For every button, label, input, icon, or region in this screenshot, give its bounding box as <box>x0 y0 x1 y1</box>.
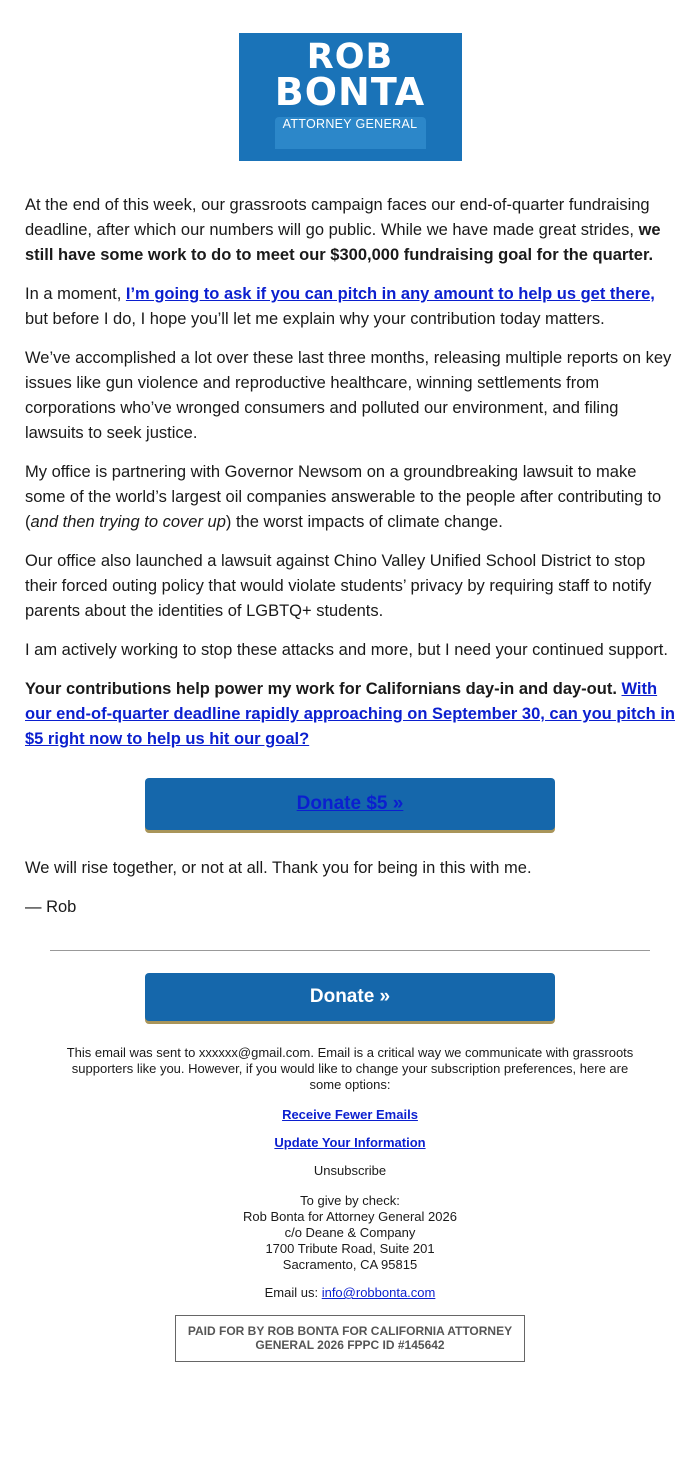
update-information-link[interactable]: Update Your Information <box>274 1135 426 1150</box>
logo-line-first-name: ROB <box>306 37 394 77</box>
email-container <box>25 0 675 1362</box>
goal-emphasis: we still have some work to do to meet our $300,000 fundraising goal for the quarter. <box>25 221 661 264</box>
footer-intro: This email was sent to xxxxxx@gmail.com. Email is a critical way we communicate with grassroots supporters like you. However, if you would like to change your subscription preferences, here are some options: <box>66 1045 634 1092</box>
ask-link[interactable]: I’m going to ask if you can pitch in any amount to help us get there, <box>125 285 655 303</box>
signature: — Rob <box>25 898 77 916</box>
email-us: Email us: info@robbonta.com <box>264 1285 436 1300</box>
contributions-emphasis: Your contributions help power my work for Californians day-in and day-out. <box>25 680 617 698</box>
paragraph-7 <box>25 677 675 752</box>
campaign-logo <box>239 33 462 161</box>
pitch-in-link[interactable]: With our end-of-quarter deadline rapidly approaching on September 30, can you pitch in $5 right now to help us hit our goal? <box>25 680 676 748</box>
email-body <box>25 193 675 920</box>
receive-fewer-emails-link[interactable]: Receive Fewer Emails <box>282 1107 418 1122</box>
email-footer <box>25 1045 675 1362</box>
donate-5-button[interactable]: Donate $5 » <box>145 778 555 830</box>
paragraph-1: At the end of this week, our grassroots campaign faces our end-of-quarter fundraising deadline, after which our numbers will go public. While we have made great strides, we still have some work to do to meet our $300,000 fundraising goal for the quarter. <box>25 196 661 264</box>
unsubscribe-link[interactable]: Unsubscribe <box>313 1163 387 1178</box>
logo-line-last-name: BONTA <box>274 70 426 114</box>
check-address: To give by check: Rob Bonta for Attorney General 2026 c/o Deane & Company 1700 Tribute Road, Suite 201 Sacramento, CA 95815 <box>243 1193 457 1272</box>
paragraph-6: I am actively working to stop these attacks and more, but I need your continued support. <box>25 641 668 659</box>
paragraph-5: Our office also launched a lawsuit against Chino Valley Unified School District to stop their forced outing policy that would violate students’ privacy by requiring staff to notify parents about the identities of LGBTQ+ students. <box>25 552 652 620</box>
paragraph-4: My office is partnering with Governor Newsom on a groundbreaking lawsuit to make some of the world’s largest oil companies answerable to the people after contributing to (and then trying to cover up) the worst impacts of climate change. <box>25 463 662 531</box>
donate-button[interactable]: Donate » <box>145 973 555 1021</box>
paid-for-disclaimer: PAID FOR BY ROB BONTA FOR CALIFORNIA ATTORNEY GENERAL 2026 FPPC ID #145642 <box>175 1315 525 1362</box>
footer-divider <box>50 950 650 951</box>
paragraph-2: In a moment, I’m going to ask if you can pitch in any amount to help us get there, but before I do, I hope you’ll let me explain why your contribution today matters. <box>25 285 655 328</box>
paragraph-3: We’ve accomplished a lot over these last three months, releasing multiple reports on key issues like gun violence and reproductive healthcare, winning settlements from corporations who’ve wronged consumers and polluted our environment, and filing lawsuits to seek justice. <box>25 349 672 442</box>
logo-line-title: ATTORNEY GENERAL <box>282 117 418 131</box>
email-address-link[interactable]: info@robbonta.com <box>321 1285 436 1300</box>
paragraph-closing: We will rise together, or not at all. Thank you for being in this with me. <box>25 859 532 877</box>
